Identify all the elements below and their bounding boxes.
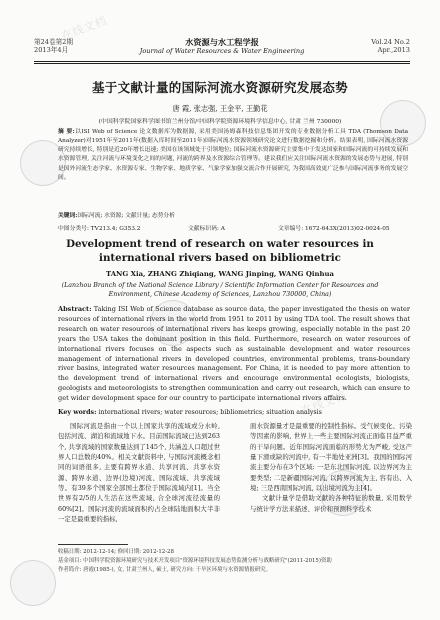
abstract-en-label: Abstract:	[58, 305, 92, 313]
keywords-zh-text: 国际河流; 水资源; 文献计量; 态势分析	[77, 213, 175, 219]
date-zh: 2013年4月	[34, 46, 69, 54]
abstract-en-text: Taking ISI Web of Science database as source data, the paper investigated the thesis on water resources of international rivers in the world from 1951 to 2011 by using TDA tool. The result shows that research on water resources of international rivers has keeps growing, especially notable in the past 20 years the USA takes the dominant position in this field. Furthermore, research on water resources of international rivers focuses on the aspects such as sustainable development and water resources management of international rivers in developed countries, environmental problems, trans-boundary river basins, integrated water resources management. For China, it is needed to pay more attention to the development trend of international rivers and encourage environmental ecologists, biologists, geologists and meteorologists to strengthen communication and carry out research, which can ensure to get wider development space for our country to participate international rivers affairs.	[58, 305, 410, 403]
keywords-en	[58, 408, 410, 417]
header-rule-thin	[34, 63, 410, 64]
date-en: Apr.,2013	[377, 46, 410, 54]
header-center	[34, 38, 410, 55]
journal-name-zh: 水资源与水工程学报	[185, 37, 259, 47]
keywords-en-text: international rivers; water resources; bibliometrics; situation analysis	[98, 409, 322, 416]
affiliation-en: (Lanzhou Branch of the National Science Library / Scientific Information Center for Resources and Environment, Chinese Academy of Sciences, Lanzhou 730000, China)	[61, 282, 379, 298]
clc-number: 中图分类号: TV213.4; G353.2	[58, 226, 141, 232]
footnotes	[58, 548, 418, 575]
keywords-en-label: Key words:	[58, 409, 97, 416]
abstract-zh-label: 摘 要:	[58, 129, 75, 135]
volume-zh: 第24卷第2期	[34, 38, 73, 46]
document-code: 文献标识码: A	[188, 226, 225, 232]
paper-title-zh: 基于文献计量的国际河流水资源研究发展态势	[91, 80, 348, 95]
journal-name-en: Journal of Water Resources & Water Engineering	[139, 47, 305, 55]
footnote-author: 作者简介: 唐霞(1985-), 女, 甘肃兰州人, 硕士, 研究方向: 干旱区环境与水资源情报研究。	[58, 567, 272, 573]
footnote-received: 收稿日期: 2012-12-14; 修回日期: 2012-12-28	[58, 549, 174, 555]
footnote-funding: 基金项目: 中国科学院资源环境研究与技术开发项目"资源环境科技发展态势监测分析与战略研究"(2011-2015)资助	[58, 558, 332, 564]
running-header	[34, 38, 410, 62]
header-rule	[34, 61, 410, 62]
affiliation-zh: (中国科学院国家科学图书馆兰州分馆/中国科学院资源环境科学信息中心, 甘肃 兰州 730000)	[98, 119, 342, 125]
paper-title-en: Development trend of research on water resources in international rivers based on bibliometric	[66, 238, 374, 264]
authors-zh: 唐 霞, 张志强, 王金平, 王勤花	[172, 104, 268, 113]
keywords-zh-label: 关键词:	[58, 213, 78, 219]
body-paragraph: 面水资源量才是最重要的控制性指标。受气候变化、污染等因素的影响, 世界上一些主要国际河流正面临目益严重的干旱问题。近年国际河流面临的形势尤为严峻, 受这产量下滑或缺的河流中, 有一半地处亚洲[3]。我国的国际河流主要分布在3个区域: 一是东北国际河流, 以边界河为主要类型; 二是新疆国际河流, 以跨界河流为主, 容有出、入境; 三是西南国际河流, 以出境河流为主[4]。	[250, 422, 412, 493]
footnote-rule	[58, 544, 128, 545]
abstract-zh-text: 以ISI Web of Science 论文数据库为数据源, 采用美国汤姆森科技信息集团开发的专业数据分析工具 TDA (Thomson Data Analyzer)对1951年至2011年(数据入库时间至2011年)国际河流水资源领域研究论文进行数据挖掘和分析。结果表明, 国际河流水资源研究持续增长, 特别是近20年增长迅速; 美国在该领域处于引领地位; 国际河流水资源研究主要集中于发达国家和国际河流的可持续发展和水资源管理, 关注河流与环境变化之间的问题, 河流的跨界及水资源综合管理等。建议我们应关注国际河流水资源的发展态势与进展, 特别是国外河流生态学家、水资源专家、生物学家、地质学家、气象学家加强交流合作开展研究, 为我国高效更广泛参与国际河流事务的发展空间。	[58, 129, 408, 181]
abstract-en	[58, 305, 410, 404]
article-number: 文章编号: 1672-643X(2013)02-0024-05	[278, 226, 390, 232]
header-right	[371, 38, 410, 54]
keywords-zh	[58, 212, 408, 221]
body-column-right	[250, 421, 412, 514]
volume-en: Vol.24 No.2	[371, 38, 410, 46]
body-column-left: 国际河流是指由一个以上国家共享的流域或分水岭, 包括河流、湖泊和流域地下水。目前国际流域已达到263个, 共享流域的国家数量达到了145个, 共涵盖人口超过世界人口总数的40%。相关文献资料中, 与国际河流概念相同的词语很多, 主要有跨界水道、共享河流、共享水资源、跨界水道、边界(边境)河流、国际流域、共享流域等。有39多个国家全部国土都位于国际流域内[1]。当全世界有2/5的人生活在这些流域, 合全球河流径流量的60%[2]。国际河流的流域面积约占全球陆地面积大半非一定是最重要的指标,	[58, 422, 220, 524]
abstract-zh	[58, 128, 408, 183]
authors-en: TANG Xia, ZHANG Zhiqiang, WANG Jinping, WANG Qinhua	[105, 270, 335, 278]
body-paragraph: 文献计量学是借助文献的各种特征的数量, 采用数学与统计学方法来描述、评价和预测科学技术	[250, 494, 412, 513]
